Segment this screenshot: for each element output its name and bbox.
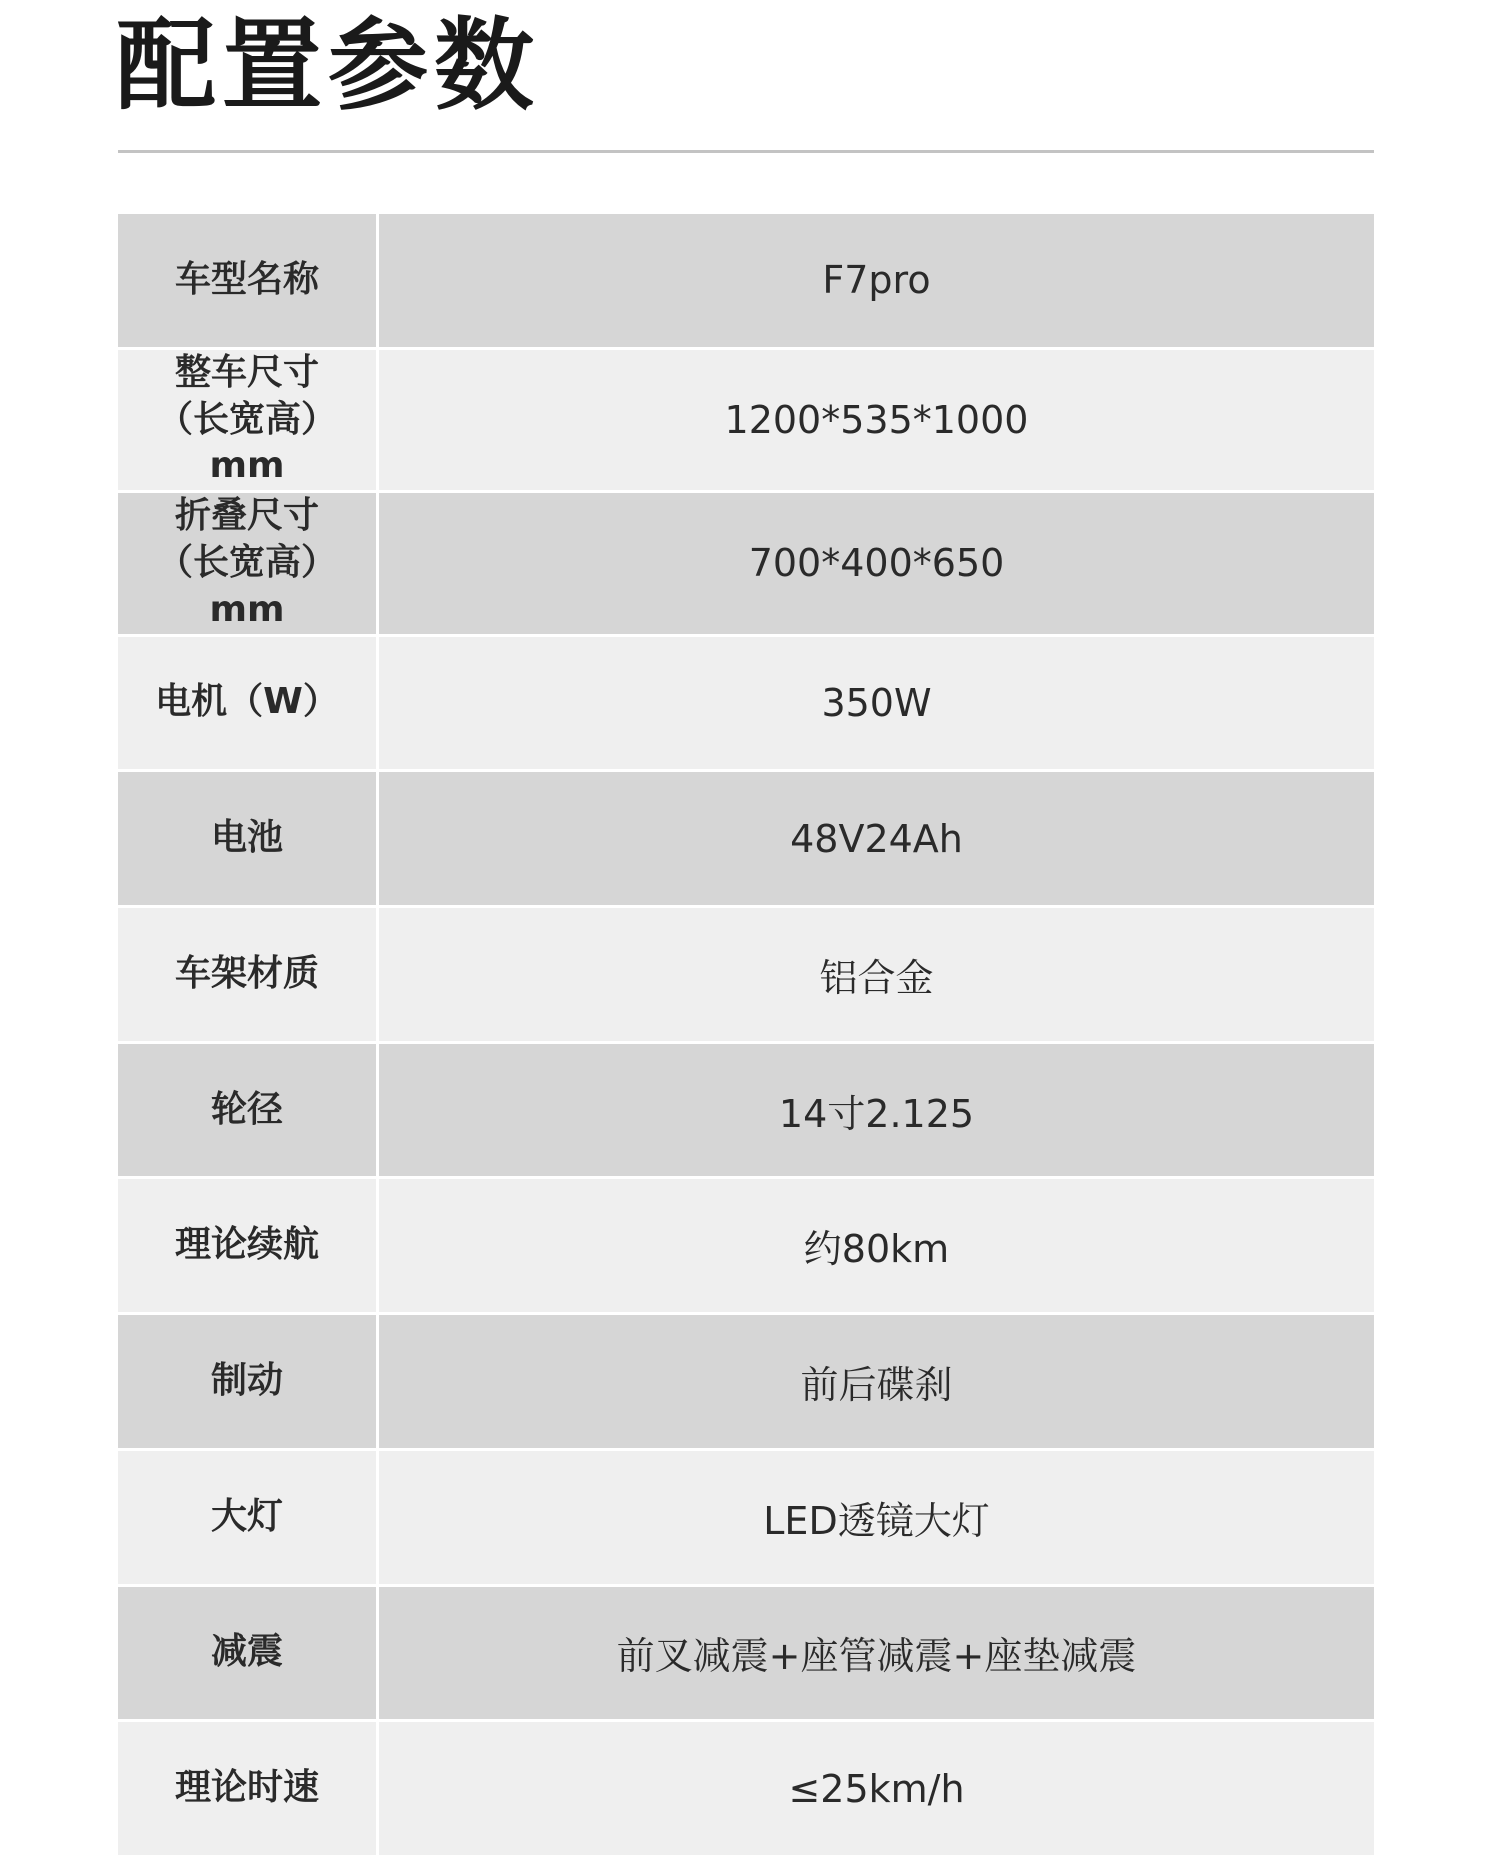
spec-row-headlight (118, 1451, 1374, 1587)
spec-label: 折叠尺寸 （长宽高）mm (118, 493, 379, 633)
spec-row-top-speed (118, 1722, 1374, 1858)
spec-label: 电池 (118, 772, 379, 905)
spec-value: 铝合金 (819, 955, 934, 1000)
spec-label: 理论续航 (118, 1179, 379, 1312)
spec-value: 前后碟刹 (800, 1362, 953, 1407)
spec-value: 700*400*650 (748, 541, 1005, 586)
spec-row-overall-size (118, 350, 1374, 493)
spec-label: 理论时速 (118, 1722, 379, 1855)
spec-label: 电机（W） (118, 637, 379, 770)
spec-value: 48V24Ah (790, 816, 963, 861)
spec-label: 整车尺寸 （长宽高）mm (118, 350, 379, 490)
spec-label: 轮径 (118, 1044, 379, 1177)
spec-value: 约80km (803, 1227, 950, 1272)
spec-label: 减震 (118, 1587, 379, 1720)
spec-value: 1200*535*1000 (724, 397, 1029, 442)
spec-label: 制动 (118, 1315, 379, 1448)
spec-value: 前叉减震+座管减震+座垫减震 (616, 1634, 1137, 1679)
spec-row-wheel-size (118, 1044, 1374, 1180)
spec-value: F7pro (822, 258, 931, 303)
spec-value: LED透镜大灯 (763, 1498, 990, 1543)
spec-label: 大灯 (118, 1451, 379, 1584)
spec-value: 14寸2.125 (778, 1091, 975, 1136)
spec-table (118, 214, 1374, 1858)
spec-value: 350W (821, 680, 932, 725)
spec-row-brakes (118, 1315, 1374, 1451)
spec-row-battery (118, 772, 1374, 908)
spec-row-folded-size (118, 493, 1374, 636)
spec-row-range (118, 1179, 1374, 1315)
spec-value: ≤25km/h (788, 1766, 965, 1811)
spec-row-suspension (118, 1587, 1374, 1723)
spec-label: 车型名称 (118, 214, 379, 347)
spec-label: 车架材质 (118, 908, 379, 1041)
spec-row-model-name (118, 214, 1374, 350)
page-title: 配置参数 (116, 7, 540, 124)
title-divider (118, 150, 1374, 153)
spec-row-frame-material (118, 908, 1374, 1044)
spec-row-motor (118, 637, 1374, 773)
